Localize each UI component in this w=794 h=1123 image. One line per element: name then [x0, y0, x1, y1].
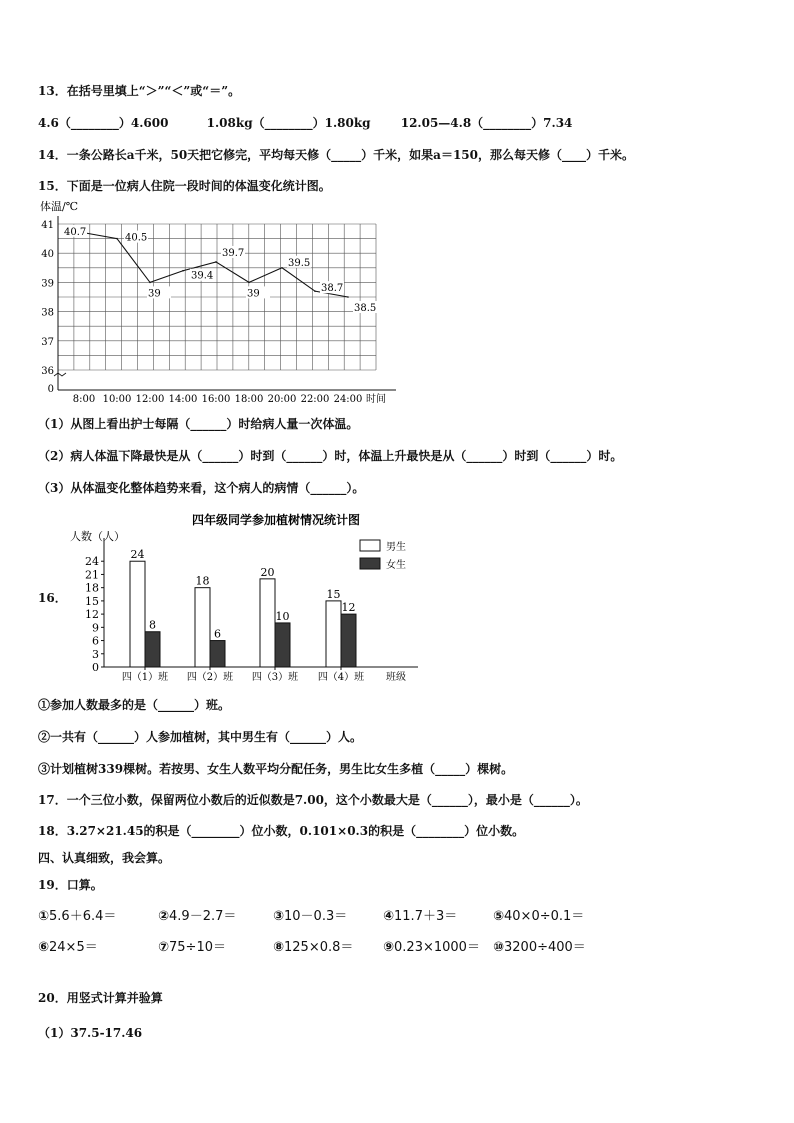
y-tick-label: 18	[85, 581, 99, 595]
q20-title: 20．用竖式计算并验算	[38, 991, 163, 1005]
data-point	[281, 267, 283, 269]
y-tick-label: 37	[41, 336, 54, 348]
mental-math-item	[273, 936, 353, 955]
x-tick-label: 24:00	[333, 394, 363, 405]
q16-sub-1: ①参加人数最多的是（______）班。	[38, 698, 231, 712]
y-tick-label: 39	[41, 278, 54, 290]
bar-value-label: 8	[149, 618, 156, 632]
legend-label: 男生	[386, 542, 406, 553]
mental-math-item	[493, 936, 586, 955]
q18-text: 18．3.27×21.45的积是（________）位小数，0.101×0.3的积是（________）位小数。	[38, 824, 525, 838]
data-point	[314, 290, 316, 292]
legend-swatch	[360, 558, 380, 569]
math-expression: 10－0.3＝	[284, 909, 348, 924]
math-expression: 5.6＋6.4＝	[49, 909, 117, 924]
q19-title: 19．口算。	[38, 878, 103, 892]
bar-value-label: 24	[130, 548, 145, 562]
circle-3-marker: ③	[38, 762, 51, 776]
math-expression: 24×5＝	[49, 940, 98, 955]
q20-item-1: （1）37.5-17.46	[38, 1026, 143, 1040]
q14-text: 14．一条公路长a千米，50天把它修完，平均每天修（_____）千米，如果a＝150，那么每天修（____）千米。	[38, 148, 635, 162]
bar-value-label: 18	[195, 574, 210, 588]
x-tick-label: 22:00	[300, 394, 330, 405]
x-tick-label: 四（2）班	[186, 672, 234, 683]
mental-math-item	[383, 936, 480, 955]
q13-item-1: 4.6（________）4.600	[38, 116, 169, 130]
mental-math-item	[273, 905, 347, 924]
section-4-title: 四、认真细致，我会算。	[38, 851, 171, 865]
q17-text: 17．一个三位小数，保留两位小数后的近似数是7.00，这个小数最大是（______），最小是（______）。	[38, 793, 588, 807]
circle-number-marker: ⑦	[158, 940, 170, 955]
q16-number: 16．	[38, 591, 67, 605]
math-expression: 125×0.8＝	[284, 940, 354, 955]
x-tick-label: 四（3）班	[251, 672, 299, 683]
bar-girls	[145, 632, 160, 667]
bar-chart-legend	[360, 540, 406, 571]
bar-value-label: 6	[214, 627, 221, 641]
x-tick-label: 10:00	[102, 394, 132, 405]
data-label: 39.4	[191, 270, 214, 282]
temperature-line-chart	[36, 198, 406, 408]
math-expression: 3200÷400＝	[504, 940, 586, 955]
bar-chart-title: 四年级同学参加植树情况统计图	[191, 513, 361, 527]
data-label: 39	[148, 288, 161, 300]
mental-math-item	[158, 905, 236, 924]
y-tick-label: 41	[41, 220, 54, 231]
q13-title: 13．在括号里填上“＞”“＜”或“＝”。	[38, 84, 241, 98]
y-tick-label: 9	[92, 621, 99, 635]
data-point	[116, 238, 118, 240]
data-label: 38.7	[321, 283, 344, 295]
circle-number-marker: ④	[383, 909, 395, 924]
circle-number-marker: ⑩	[493, 940, 505, 955]
q15-sub-3: （3）从体温变化整体趋势来看，这个病人的病情（______）。	[38, 481, 365, 495]
bar-chart-bars	[130, 548, 356, 667]
x-tick-label: 14:00	[168, 394, 198, 405]
legend-label: 女生	[386, 560, 406, 571]
circle-number-marker: ②	[158, 909, 170, 924]
bar-boys	[195, 588, 210, 667]
bar-value-label: 10	[275, 609, 290, 623]
data-label: 40.7	[64, 226, 87, 238]
circle-number-marker: ⑨	[383, 940, 395, 955]
y-tick-label: 21	[85, 568, 99, 582]
line-chart-grid	[54, 216, 396, 390]
bar-girls	[341, 614, 356, 667]
data-point	[347, 296, 349, 298]
y-tick-label: 0	[47, 384, 54, 395]
bar-boys	[260, 579, 275, 667]
bar-chart-ylabel: 人数（人）	[70, 530, 125, 543]
x-tick-label: 20:00	[267, 394, 297, 405]
circle-number-marker: ③	[273, 909, 285, 924]
bar-girls	[275, 623, 290, 667]
q15-sub-1: （1）从图上看出护士每隔（______）时给病人量一次体温。	[38, 417, 359, 431]
bar-value-label: 12	[341, 601, 356, 615]
bar-value-label: 20	[260, 565, 275, 579]
math-expression: 4.9－2.7＝	[169, 909, 237, 924]
y-tick-label: 38	[41, 307, 54, 319]
y-tick-label: 6	[92, 634, 99, 648]
math-expression: 75÷10＝	[169, 940, 226, 955]
circle-1-marker: ①	[38, 698, 51, 712]
data-label: 39.5	[288, 257, 311, 269]
bar-girls	[210, 641, 225, 667]
x-tick-label: 四（4）班	[317, 672, 365, 683]
y-tick-label: 40	[41, 249, 54, 261]
q13-item-3: 12.05—4.8（________）7.34	[400, 116, 573, 130]
data-label: 38.5	[354, 303, 377, 314]
mental-math-item	[38, 905, 116, 924]
q15-title: 15．下面是一位病人住院一段时间的体温变化统计图。	[38, 179, 331, 193]
q19-row-1	[38, 905, 778, 923]
q16-sub-3: ③计划植树339棵树。若按男、女生人数平均分配任务，男生比女生多植（_____）棵树。	[38, 762, 514, 776]
math-expression: 40×0÷0.1＝	[504, 909, 585, 924]
q13-items	[38, 115, 572, 131]
line-chart-data-labels	[63, 225, 377, 314]
x-axis-label: 班级	[386, 672, 406, 683]
mental-math-item	[383, 905, 457, 924]
line-chart-xlabel: 时间	[366, 394, 386, 405]
data-label: 39	[247, 288, 260, 300]
bar-value-label: 15	[326, 587, 341, 601]
tree-planting-bar-chart	[66, 510, 426, 685]
y-tick-label: 36	[41, 366, 54, 377]
data-point	[215, 261, 217, 263]
x-tick-label: 四（1）班	[121, 672, 169, 683]
math-expression: 0.23×1000＝	[394, 940, 480, 955]
mental-math-item	[38, 936, 98, 955]
y-tick-label: 15	[85, 594, 99, 608]
circle-number-marker: ⑥	[38, 940, 50, 955]
mental-math-item	[493, 905, 584, 924]
data-point	[182, 270, 184, 272]
q13-item-2: 1.08kg（________）1.80kg	[206, 116, 371, 130]
bar-boys	[130, 561, 145, 667]
data-point	[248, 282, 250, 284]
data-label: 39.7	[222, 247, 245, 259]
legend-swatch	[360, 540, 380, 551]
circle-number-marker: ⑤	[493, 909, 505, 924]
y-tick-label: 24	[85, 555, 99, 569]
y-tick-label: 3	[92, 647, 99, 661]
y-tick-label: 12	[85, 608, 99, 622]
line-chart-ticks	[41, 220, 362, 405]
circle-2-marker: ②	[38, 730, 51, 744]
x-tick-label: 8:00	[72, 394, 96, 405]
q19-row-2	[38, 936, 778, 954]
axis-break-icon	[54, 373, 66, 376]
line-chart-ylabel: 体温/℃	[40, 200, 79, 213]
math-expression: 11.7＋3＝	[394, 909, 458, 924]
x-tick-label: 18:00	[234, 394, 264, 405]
y-tick-label: 0	[92, 661, 99, 674]
circle-number-marker: ①	[38, 909, 50, 924]
q16-sub-2: ②一共有（______）人参加植树，其中男生有（______）人。	[38, 730, 363, 744]
circle-number-marker: ⑧	[273, 940, 285, 955]
x-tick-label: 16:00	[201, 394, 231, 405]
mental-math-item	[158, 936, 226, 955]
q15-sub-2: （2）病人体温下降最快是从（______）时到（______）时，体温上升最快是从（______）时到（______）时。	[38, 449, 623, 463]
x-tick-label: 12:00	[135, 394, 165, 405]
bar-boys	[326, 601, 341, 667]
data-label: 40.5	[125, 232, 148, 244]
data-point	[149, 282, 151, 284]
